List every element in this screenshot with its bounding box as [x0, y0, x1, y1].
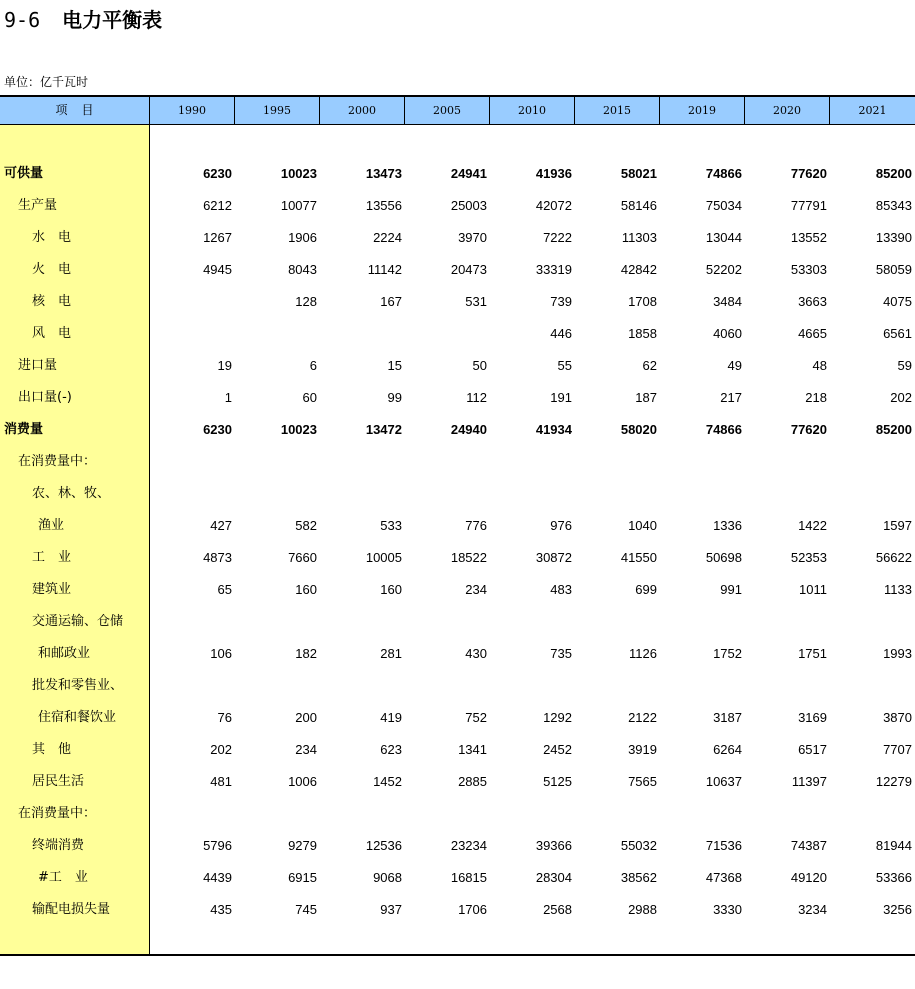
header-year: 2015 [575, 97, 660, 124]
cell-value: 19 [217, 358, 232, 373]
row-label: 可供量 [4, 166, 44, 181]
cell-value: 77791 [790, 198, 827, 213]
cell-value: 4873 [203, 550, 232, 565]
cell-value: 13473 [365, 166, 402, 181]
cell-value: 4075 [883, 294, 912, 309]
cell-value [322, 318, 402, 350]
cell-value: 12279 [875, 774, 912, 789]
cell-value: 200 [295, 710, 317, 725]
cell-value: 7222 [543, 230, 572, 245]
cell-value [237, 798, 317, 830]
cell-value [152, 670, 232, 702]
cell-value: 281 [380, 646, 402, 661]
cell-value: 446 [550, 326, 572, 341]
cell-value: 13552 [790, 230, 827, 245]
cell-value: 234 [295, 742, 317, 757]
header-year: 2019 [660, 97, 745, 124]
row-label: 消费量 [4, 422, 44, 437]
cell-value: 1 [224, 390, 232, 405]
cell-value: 39366 [535, 838, 572, 853]
row-label: 工 业 [32, 550, 72, 565]
cell-value: 202 [890, 390, 912, 405]
cell-value: 1706 [458, 902, 487, 917]
table-row [0, 798, 915, 830]
cell-value: 6212 [203, 198, 232, 213]
cell-value: 752 [465, 710, 487, 725]
cell-value: 5796 [203, 838, 232, 853]
cell-value [152, 606, 232, 638]
cell-value: 50 [472, 358, 487, 373]
cell-value: 483 [550, 582, 572, 597]
row-label: 批发和零售业、 [32, 678, 124, 693]
cell-value: 13044 [705, 230, 742, 245]
cell-value [832, 798, 912, 830]
cell-value: 6915 [288, 870, 317, 885]
cell-value: 50698 [705, 550, 742, 565]
cell-value: 75034 [705, 198, 742, 213]
cell-value: 1597 [883, 518, 912, 533]
cell-value: 77620 [790, 422, 827, 437]
cell-value: 419 [380, 710, 402, 725]
cell-value [577, 798, 657, 830]
cell-value: 1708 [628, 294, 657, 309]
cell-value: 3187 [713, 710, 742, 725]
cell-value [237, 606, 317, 638]
cell-value: 25003 [450, 198, 487, 213]
cell-value: 9068 [373, 870, 402, 885]
table-number: 9-6 [4, 8, 41, 32]
cell-value [322, 478, 402, 510]
cell-value: 12536 [365, 838, 402, 853]
cell-value: 2224 [373, 230, 402, 245]
cell-value: 48 [812, 358, 827, 373]
cell-value: 85200 [875, 422, 912, 437]
cell-value: 6 [309, 358, 317, 373]
cell-value: 24941 [450, 166, 487, 181]
cell-value [407, 670, 487, 702]
header-year: 1995 [235, 97, 320, 124]
cell-value: 42842 [620, 262, 657, 277]
cell-value: 1292 [543, 710, 572, 725]
cell-value: 776 [465, 518, 487, 533]
cell-value: 430 [465, 646, 487, 661]
cell-value: 6230 [203, 422, 232, 437]
header-year: 2020 [745, 97, 830, 124]
cell-value: 7565 [628, 774, 657, 789]
cell-value [322, 670, 402, 702]
cell-value [747, 606, 827, 638]
cell-value: 77620 [790, 166, 827, 181]
cell-value: 112 [466, 390, 487, 405]
cell-value: 13390 [875, 230, 912, 245]
cell-value: 3663 [798, 294, 827, 309]
cell-value: 41936 [535, 166, 572, 181]
cell-value [492, 670, 572, 702]
cell-value: 745 [295, 902, 317, 917]
row-label: 交通运输、仓储 [32, 614, 124, 629]
cell-value [152, 478, 232, 510]
table-row [0, 446, 915, 478]
cell-value: 18522 [450, 550, 487, 565]
row-label: 和邮政业 [38, 646, 91, 661]
cell-value: 427 [210, 518, 232, 533]
cell-value: 1341 [458, 742, 487, 757]
cell-value: 9279 [288, 838, 317, 853]
cell-value: 55032 [620, 838, 657, 853]
cell-value [407, 318, 487, 350]
cell-value: 3330 [713, 902, 742, 917]
cell-value: 1906 [288, 230, 317, 245]
cell-value: 582 [295, 518, 317, 533]
cell-value: 699 [635, 582, 657, 597]
cell-value: 6561 [883, 326, 912, 341]
page-title [4, 4, 162, 33]
table-row [0, 542, 915, 574]
unit-label: 单位：亿千瓦时 [4, 75, 89, 89]
cell-value [152, 798, 232, 830]
cell-value: 52202 [705, 262, 742, 277]
cell-value: 41934 [535, 422, 572, 437]
table-row [0, 830, 915, 862]
table-row [0, 670, 915, 702]
cell-value: 38562 [620, 870, 657, 885]
cell-value: 191 [550, 390, 572, 405]
cell-value: 11397 [791, 774, 827, 789]
cell-value: 10023 [280, 166, 317, 181]
cell-value [237, 670, 317, 702]
cell-value: 59 [897, 358, 912, 373]
cell-value: 435 [210, 902, 232, 917]
cell-value: 8043 [288, 262, 317, 277]
row-label: 输配电损失量 [32, 902, 111, 917]
cell-value [577, 446, 657, 478]
cell-value [407, 606, 487, 638]
cell-value [747, 446, 827, 478]
row-label: 核 电 [32, 294, 72, 309]
cell-value [492, 446, 572, 478]
cell-value: 28304 [535, 870, 572, 885]
cell-value [747, 670, 827, 702]
row-label: 出口量(-) [18, 390, 72, 405]
cell-value: 10005 [365, 550, 402, 565]
cell-value: 53366 [875, 870, 912, 885]
table-row [0, 766, 915, 798]
cell-value [322, 446, 402, 478]
cell-value: 10637 [705, 774, 742, 789]
row-label: 进口量 [18, 358, 58, 373]
cell-value [407, 798, 487, 830]
cell-value [322, 606, 402, 638]
cell-value: 1011 [799, 582, 827, 597]
cell-value [662, 670, 742, 702]
row-label: 建筑业 [32, 582, 72, 597]
cell-value: 218 [805, 390, 827, 405]
cell-value: 1126 [629, 646, 657, 661]
cell-value: 58021 [620, 166, 657, 181]
cell-value [577, 670, 657, 702]
header-year: 2000 [320, 97, 405, 124]
cell-value [577, 478, 657, 510]
cell-value: 11303 [621, 230, 657, 245]
cell-value [492, 606, 572, 638]
table-row [0, 574, 915, 606]
cell-value: 41550 [620, 550, 657, 565]
cell-value: 167 [380, 294, 402, 309]
cell-value: 16815 [450, 870, 487, 885]
cell-value [662, 798, 742, 830]
cell-value: 160 [295, 582, 317, 597]
cell-value [492, 798, 572, 830]
cell-value: 1006 [288, 774, 317, 789]
header-year: 2010 [490, 97, 575, 124]
table-header [0, 97, 915, 125]
cell-value: 71536 [705, 838, 742, 853]
cell-value: 52353 [790, 550, 827, 565]
cell-value: 1133 [884, 582, 912, 597]
cell-value: 58146 [620, 198, 657, 213]
cell-value: 937 [380, 902, 402, 917]
cell-value: 106 [210, 646, 232, 661]
cell-value: 160 [380, 582, 402, 597]
table-row [0, 190, 915, 222]
cell-value [832, 478, 912, 510]
table-row [0, 478, 915, 510]
table-row [0, 286, 915, 318]
cell-value: 187 [635, 390, 657, 405]
cell-value [237, 446, 317, 478]
cell-value: 2568 [543, 902, 572, 917]
table-title: 电力平衡表 [62, 8, 163, 32]
row-label: 终端消费 [32, 838, 85, 853]
cell-value: 13556 [365, 198, 402, 213]
cell-value: 62 [642, 358, 657, 373]
cell-value [832, 446, 912, 478]
cell-value: 1422 [798, 518, 827, 533]
cell-value: 58020 [620, 422, 657, 437]
cell-value: 24940 [450, 422, 487, 437]
cell-value: 2122 [628, 710, 657, 725]
cell-value: 5125 [543, 774, 572, 789]
cell-value [152, 446, 232, 478]
cell-value: 10077 [280, 198, 317, 213]
row-label: 水 电 [32, 230, 72, 245]
row-label: 其 他 [32, 742, 72, 757]
table-row [0, 350, 915, 382]
cell-value: 4945 [203, 262, 232, 277]
cell-value [832, 670, 912, 702]
cell-value: 6230 [203, 166, 232, 181]
cell-value: 74866 [705, 422, 742, 437]
row-label: 农、林、牧、 [32, 486, 111, 501]
cell-value: 2452 [543, 742, 572, 757]
row-label: 风 电 [32, 326, 72, 341]
cell-value: 49120 [790, 870, 827, 885]
table-row [0, 414, 915, 446]
cell-value [237, 478, 317, 510]
cell-value: 20473 [450, 262, 487, 277]
cell-value: 74387 [790, 838, 827, 853]
cell-value [407, 478, 487, 510]
cell-value: 58059 [875, 262, 912, 277]
cell-value: 47368 [705, 870, 742, 885]
cell-value: 1752 [713, 646, 742, 661]
power-balance-table [0, 95, 915, 956]
cell-value: 739 [550, 294, 572, 309]
cell-value: 7707 [883, 742, 912, 757]
cell-value: 15 [387, 358, 402, 373]
cell-value: 65 [217, 582, 232, 597]
table-row [0, 254, 915, 286]
cell-value: 3169 [798, 710, 827, 725]
row-label: 在消费量中： [18, 806, 97, 821]
cell-value: 23234 [450, 838, 487, 853]
cell-value: 74866 [705, 166, 742, 181]
cell-value: 49 [727, 358, 742, 373]
cell-value: 76 [217, 710, 232, 725]
cell-value: 4060 [713, 326, 742, 341]
cell-value: 56622 [875, 550, 912, 565]
table-row [0, 318, 915, 350]
cell-value: 6517 [798, 742, 827, 757]
cell-value: 1267 [203, 230, 232, 245]
table-row [0, 158, 915, 190]
cell-value: 53303 [790, 262, 827, 277]
cell-value: 623 [380, 742, 402, 757]
cell-value: 735 [550, 646, 572, 661]
table-row [0, 702, 915, 734]
table-row [0, 734, 915, 766]
table-row [0, 862, 915, 894]
cell-value: 531 [465, 294, 487, 309]
cell-value: 85343 [875, 198, 912, 213]
cell-value: 202 [210, 742, 232, 757]
cell-value [577, 606, 657, 638]
cell-value [662, 478, 742, 510]
cell-value: 60 [302, 390, 317, 405]
cell-value: 3870 [883, 710, 912, 725]
cell-value: 2988 [628, 902, 657, 917]
cell-value: 234 [465, 582, 487, 597]
cell-value [492, 478, 572, 510]
cell-value: 3484 [713, 294, 742, 309]
cell-value: 3234 [798, 902, 827, 917]
cell-value [747, 798, 827, 830]
row-label: 火 电 [32, 262, 72, 277]
cell-value: 4439 [203, 870, 232, 885]
cell-value: 11142 [367, 262, 402, 277]
cell-value: 533 [380, 518, 402, 533]
cell-value: 33319 [535, 262, 572, 277]
cell-value: 481 [210, 774, 232, 789]
cell-value: 42072 [535, 198, 572, 213]
cell-value [832, 606, 912, 638]
cell-value: 6264 [713, 742, 742, 757]
row-label: 住宿和餐饮业 [38, 710, 117, 725]
cell-value: 217 [720, 390, 742, 405]
header-year: 2021 [858, 104, 887, 117]
table-row [0, 894, 915, 926]
cell-value [322, 798, 402, 830]
cell-value: 1040 [628, 518, 657, 533]
cell-value: 10023 [280, 422, 317, 437]
table-row [0, 382, 915, 414]
cell-value: 1452 [373, 774, 402, 789]
cell-value [407, 446, 487, 478]
cell-value: 30872 [535, 550, 572, 565]
table-row [0, 222, 915, 254]
row-label: 居民生活 [32, 774, 85, 789]
cell-value: 128 [295, 294, 317, 309]
cell-value [747, 478, 827, 510]
cell-value: 4665 [798, 326, 827, 341]
row-label: #工 业 [38, 870, 88, 885]
cell-value: 55 [557, 358, 572, 373]
cell-value: 976 [550, 518, 572, 533]
cell-value: 3256 [883, 902, 912, 917]
cell-value: 182 [295, 646, 317, 661]
cell-value: 13472 [365, 422, 402, 437]
cell-value: 991 [720, 582, 742, 597]
table-row [0, 606, 915, 638]
header-item: 项目 [0, 97, 150, 124]
cell-value: 1751 [798, 646, 827, 661]
cell-value: 1858 [628, 326, 657, 341]
cell-value [152, 286, 232, 318]
row-label: 渔业 [38, 518, 65, 533]
cell-value: 85200 [875, 166, 912, 181]
cell-value: 99 [387, 390, 402, 405]
cell-value [152, 318, 232, 350]
cell-value: 3919 [628, 742, 657, 757]
row-label: 生产量 [18, 198, 58, 213]
header-year: 2005 [405, 97, 490, 124]
cell-value [237, 318, 317, 350]
cell-value: 2885 [458, 774, 487, 789]
cell-value [662, 446, 742, 478]
header-year: 1990 [150, 97, 235, 124]
cell-value: 7660 [288, 550, 317, 565]
cell-value [662, 606, 742, 638]
table-row [0, 510, 915, 542]
cell-value: 81944 [875, 838, 912, 853]
table-row [0, 638, 915, 670]
cell-value: 1336 [713, 518, 742, 533]
cell-value: 1993 [883, 646, 912, 661]
cell-value: 3970 [458, 230, 487, 245]
row-label: 在消费量中： [18, 454, 97, 469]
